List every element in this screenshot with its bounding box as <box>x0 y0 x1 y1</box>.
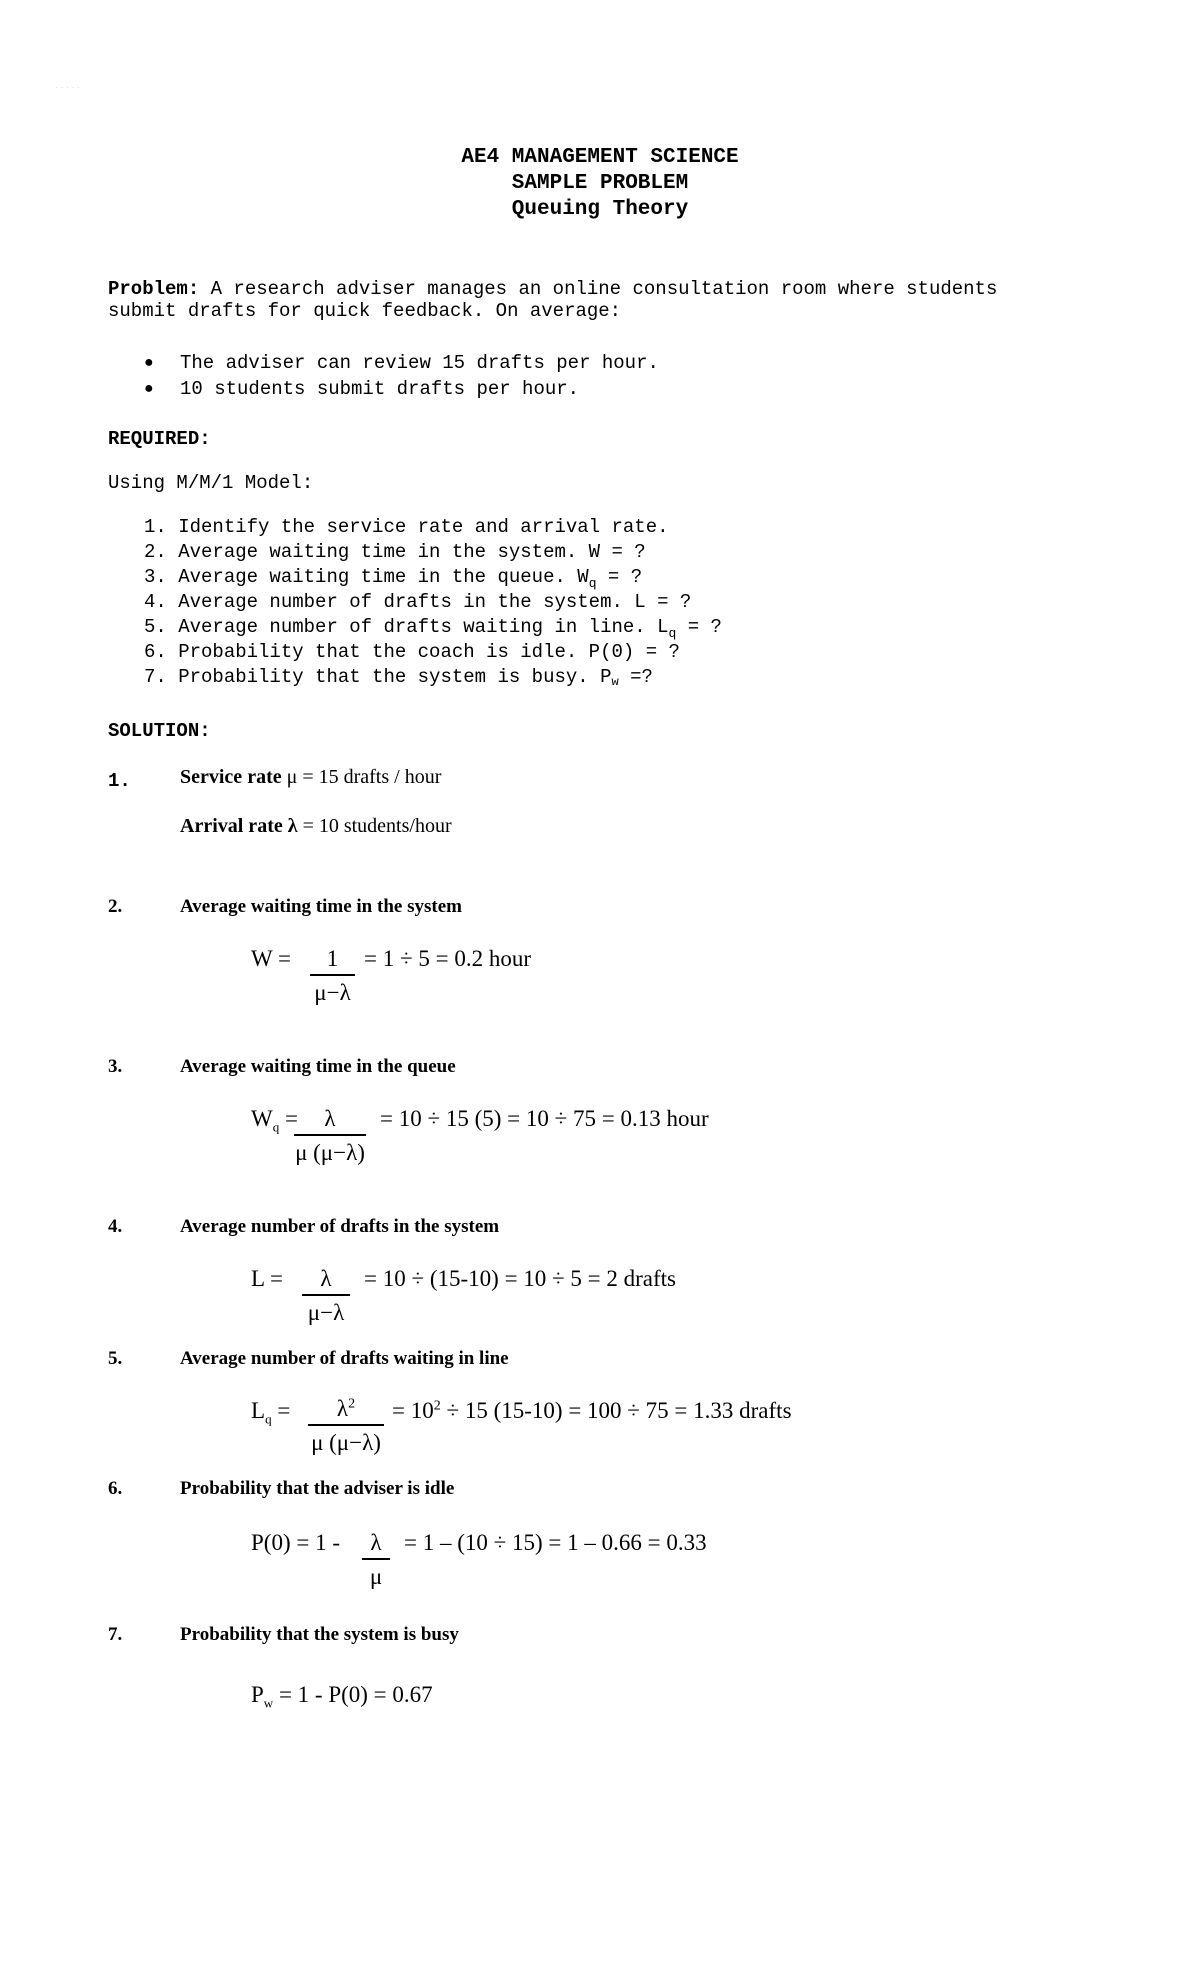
fraction-numerator: λ <box>370 1530 382 1555</box>
wq-symbol: W <box>251 1106 273 1131</box>
solution-6-title: Probability that the adviser is idle <box>180 1478 455 1499</box>
required-item-5 <box>144 616 722 641</box>
problem-bullet-1: The adviser can review 15 drafts per hour. <box>180 352 659 374</box>
item-text: Average number of drafts in the system. L = ? <box>178 591 692 613</box>
wq-subscript: q <box>272 1119 280 1135</box>
fraction-wq <box>294 1106 366 1166</box>
item-text: Average number of drafts waiting in line. L <box>178 616 669 638</box>
lq-rhs-start: = 10 <box>392 1398 434 1423</box>
formula-w-lhs: W = <box>251 946 292 971</box>
problem-text-1: A research adviser manages an online consultation room where students <box>199 278 998 300</box>
formula-l-rhs: = 10 ÷ (15-10) = 10 ÷ 5 = 2 drafts <box>364 1266 677 1291</box>
problem-label: Problem: <box>108 278 200 300</box>
fraction-denominator: μ (μ−λ) <box>295 1139 365 1165</box>
fraction-denominator: μ−λ <box>307 1299 345 1325</box>
item-text: Average waiting time in the system. W = ? <box>178 541 646 563</box>
solution-7-number: 7. <box>108 1624 123 1645</box>
solution-1-number: 1. <box>108 770 131 792</box>
lambda-symbol: λ <box>282 815 298 837</box>
item-subscript: q <box>588 575 597 591</box>
model-line: Using M/M/1 Model: <box>108 472 314 494</box>
solution-heading: SOLUTION: <box>108 720 211 742</box>
solution-2-number: 2. <box>108 896 123 917</box>
problem-bullet-2: 10 students submit drafts per hour. <box>180 378 580 400</box>
fraction-denominator: μ <box>369 1563 383 1589</box>
item-tail: = ? <box>596 566 643 588</box>
fraction-denominator: μ (μ−λ) <box>311 1429 381 1455</box>
item-subscript: w <box>611 675 619 689</box>
item-subscript: q <box>668 625 677 641</box>
fraction-numerator: λ <box>320 1266 332 1291</box>
pw-subscript: w <box>263 1695 274 1711</box>
arrival-rate-value: = 10 students/hour <box>297 815 452 837</box>
exponent: 2 <box>348 1396 356 1412</box>
problem-line-1 <box>108 278 997 300</box>
item-number: 5. <box>144 616 167 638</box>
service-rate-line <box>180 766 441 789</box>
exponent: 2 <box>433 1398 441 1414</box>
problem-line-2: submit drafts for quick feedback. On average: <box>108 300 622 322</box>
formula-wq-lhs <box>251 1106 298 1136</box>
required-item-4 <box>144 591 691 613</box>
required-item-7 <box>144 666 653 689</box>
item-number: 6. <box>144 641 167 663</box>
item-number: 7. <box>144 666 167 688</box>
faint-watermark: · · · · · <box>55 82 80 92</box>
formula-lq-lhs <box>251 1398 290 1428</box>
required-item-2 <box>144 541 646 563</box>
solution-2-title: Average waiting time in the system <box>180 896 462 917</box>
fraction-denominator: μ−λ <box>314 979 351 1005</box>
formula-l-lhs: L = <box>251 1266 283 1291</box>
fraction-numerator: 1 <box>326 946 339 971</box>
lq-rhs-end: ÷ 15 (15-10) = 100 ÷ 75 = 1.33 drafts <box>440 1398 792 1423</box>
bullet-icon: ● <box>144 380 154 398</box>
solution-7-title: Probability that the system is busy <box>180 1624 459 1645</box>
pw-symbol: P <box>251 1682 264 1707</box>
formula-w-rhs: = 1 ÷ 5 = 0.2 hour <box>364 946 531 971</box>
lambda-symbol: λ <box>336 1396 349 1421</box>
lq-symbol: L <box>251 1398 266 1423</box>
solution-4-title: Average number of drafts in the system <box>180 1216 500 1237</box>
formula-lq-rhs <box>392 1398 792 1424</box>
fraction-w <box>310 946 355 1006</box>
service-rate-value: μ = 15 drafts / hour <box>281 766 442 788</box>
topic-title: Queuing Theory <box>511 198 689 221</box>
item-text: Probability that the coach is idle. P(0) = ? <box>178 641 680 663</box>
formula-pw <box>251 1682 433 1712</box>
solution-3-number: 3. <box>108 1056 123 1077</box>
required-heading: REQUIRED: <box>108 428 211 450</box>
formula-wq-rhs: = 10 ÷ 15 (5) = 10 ÷ 75 = 0.13 hour <box>380 1106 709 1131</box>
item-number: 1. <box>144 516 167 538</box>
item-text: Probability that the system is busy. P <box>178 666 612 688</box>
course-title: AE4 MANAGEMENT SCIENCE <box>461 146 739 169</box>
item-number: 2. <box>144 541 167 563</box>
fraction-l <box>302 1266 350 1326</box>
solution-4-number: 4. <box>108 1216 123 1237</box>
fraction-numerator <box>308 1396 384 1424</box>
lq-subscript: q <box>265 1411 272 1427</box>
solution-5-title: Average number of drafts waiting in line <box>180 1348 509 1369</box>
item-text: Identify the service rate and arrival rate. <box>178 516 669 538</box>
pw-rhs: = 1 - P(0) = 0.67 <box>273 1682 433 1707</box>
service-rate-label: Service rate <box>180 766 282 788</box>
required-item-3 <box>144 566 642 591</box>
item-tail: =? <box>618 666 653 688</box>
item-tail: = ? <box>676 616 722 638</box>
required-item-6 <box>144 641 680 663</box>
bullet-icon: ● <box>144 354 154 372</box>
solution-5-number: 5. <box>108 1348 123 1369</box>
item-number: 4. <box>144 591 167 613</box>
document-subtitle: SAMPLE PROBLEM <box>511 172 689 195</box>
fraction-lq <box>308 1396 384 1456</box>
fraction-numerator: λ <box>324 1106 336 1131</box>
required-item-1 <box>144 516 669 538</box>
solution-6-number: 6. <box>108 1478 123 1499</box>
item-text: Average waiting time in the queue. W <box>178 566 589 588</box>
solution-3-title: Average waiting time in the queue <box>180 1056 456 1077</box>
wq-equals: = <box>279 1106 298 1131</box>
arrival-rate-line <box>180 815 452 838</box>
item-number: 3. <box>144 566 167 588</box>
fraction-p0 <box>362 1530 390 1590</box>
formula-p0-rhs: = 1 – (10 ÷ 15) = 1 – 0.66 = 0.33 <box>404 1530 707 1555</box>
arrival-rate-label: Arrival rate <box>180 815 283 837</box>
lq-equals: = <box>271 1398 291 1423</box>
formula-p0-lhs: P(0) = 1 - <box>251 1530 340 1555</box>
